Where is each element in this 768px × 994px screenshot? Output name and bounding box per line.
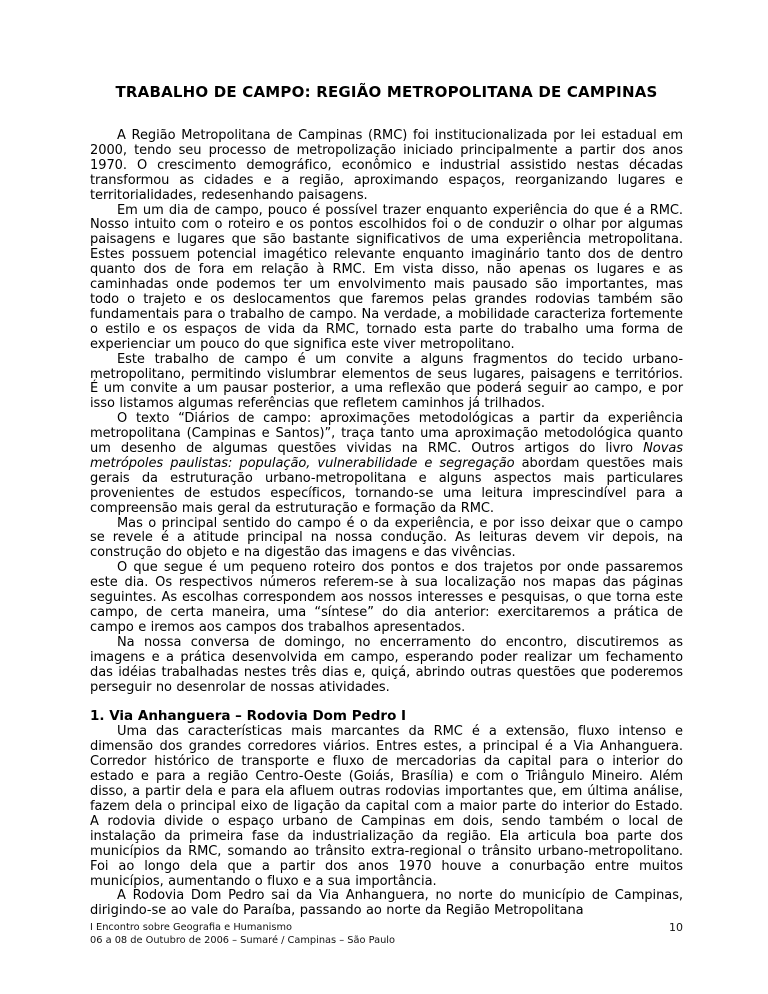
paragraph: Na nossa conversa de domingo, no encerramento do encontro, discutiremos as imagens e a prática desenvolvida em campo, esperando poder realizar um fechamento das idéias trabalhadas nestes três dias e, quiçá, abrindo outras questões que poderemos perseguir no desenrolar de nossas atividades.	[90, 634, 683, 695]
paragraph: Em um dia de campo, pouco é possível trazer enquanto experiência do que é a RMC. Nosso intuito com o roteiro e os pontos escolhidos foi o de conduzir o olhar por algumas paisagens e lugares que são bastante significativos de uma experiência metropolitana. Estes possuem potencial imagético relevante enquanto imaginário tanto dos de dentro quanto dos de fora em relação à RMC. Em vista disso, não apenas os lugares e as caminhadas onde podemos ter um envolvimento mais pausado são importantes, mas todo o trajeto e os deslocamentos que faremos pelas grandes rodovias também são fundamentais para o trabalho de campo. Na verdade, a mobilidade caracteriza fortemente o estilo e os espaços de vida da RMC, tornado esta parte do trabalho uma forma de experienciar um pouco do que significa este viver metropolitano.	[90, 202, 683, 352]
page-number: 10	[669, 921, 683, 934]
page-footer	[90, 921, 683, 947]
footer-event-name: I Encontro sobre Geografia e Humanismo	[90, 922, 293, 933]
footer-date-location: 06 a 08 de Outubro de 2006 – Sumaré / Campinas – São Paulo	[90, 935, 396, 946]
document-body	[90, 129, 683, 919]
section-heading: 1. Via Anhanguera – Rodovia Dom Pedro I	[90, 708, 407, 725]
paragraph: O texto “Diários de campo: aproximações metodológicas a partir da experiência metropolitana (Campinas e Santos)”, traça tanto uma aproximação metodológica quanto um desenho de algumas questões vividas na RMC. Outros artigos do livro Novas metrópoles paulistas: população, vulnerabilidade e segregação abordam questões mais gerais da estruturação urbano-metropolitana e alguns aspectos mais particulares provenientes de estudos específicos, tornando-se uma leitura imprescindível para a compreensão mais geral da estruturação e formação da RMC.	[90, 411, 683, 516]
paragraph: Este trabalho de campo é um convite a alguns fragmentos do tecido urbano-metropolitano, permitindo vislumbrar elementos de seus lugares, paisagens e territórios. É um convite a um pausar posterior, a uma reflexão que poderá seguir ao campo, e por isso listamos algumas referências que refletem caminhos já trilhados.	[90, 351, 683, 412]
document-title: TRABALHO DE CAMPO: REGIÃO METROPOLITANA DE CAMPINAS	[115, 83, 658, 101]
paragraph: O que segue é um pequeno roteiro dos pontos e dos trajetos por onde passaremos este dia. Os respectivos números referem-se à sua localização nos mapas das páginas seguintes. As escolhas correspondem aos nossos interesses e pesquisas, o que torna este campo, de certa maneira, uma “síntese” do dia anterior: exercitaremos a prática de campo e iremos aos campos dos trabalhos apresentados.	[90, 560, 683, 635]
paragraph: Mas o principal sentido do campo é o da experiência, e por isso deixar que o campo se revele é a atitude principal na nossa condução. As leituras devem vir depois, na construção do objeto e na digestão das imagens e das vivências.	[90, 515, 683, 561]
paragraph: Uma das características mais marcantes da RMC é a extensão, fluxo intenso e dimensão dos grandes corredores viários. Entres estes, a principal é a Via Anhanguera. Corredor histórico de transporte e fluxo de mercadorias da capital para o interior do estado e para a região Centro-Oeste (Goiás, Brasília) e com o Triângulo Mineiro. Além disso, a partir dela e para ela afluem outras rodovias importantes que, em última análise, fazem dela o principal eixo de ligação da capital com a maior parte do interior do Estado. A rodovia divide o espaço urbano de Campinas em dois, sendo também o local de instalação da primeira fase da industrialização da região. Ela articula boa parte dos municípios da RMC, somando ao trânsito extra-regional o trânsito urbano-metropolitano. Foi ao longo dela que a partir dos anos 1970 houve a conurbação entre muitos municípios, aumentando o fluxo e a sua importância.	[90, 724, 683, 889]
paragraph: A Região Metropolitana de Campinas (RMC) foi institucionalizada por lei estadual em 2000, tendo seu processo de metropolização iniciado principalmente a partir dos anos 1970. O crescimento demográfico, econômico e industrial assistido nestas décadas transformou as cidades e a região, aproximando espaços, reorganizando lugares e territorialidades, redesenhando paisagens.	[90, 128, 683, 203]
footer-text	[90, 921, 395, 947]
paragraph: A Rodovia Dom Pedro sai da Via Anhanguera, no norte do município de Campinas, dirigindo-se ao vale do Paraíba, passando ao norte da Região Metropolitana	[90, 888, 683, 919]
